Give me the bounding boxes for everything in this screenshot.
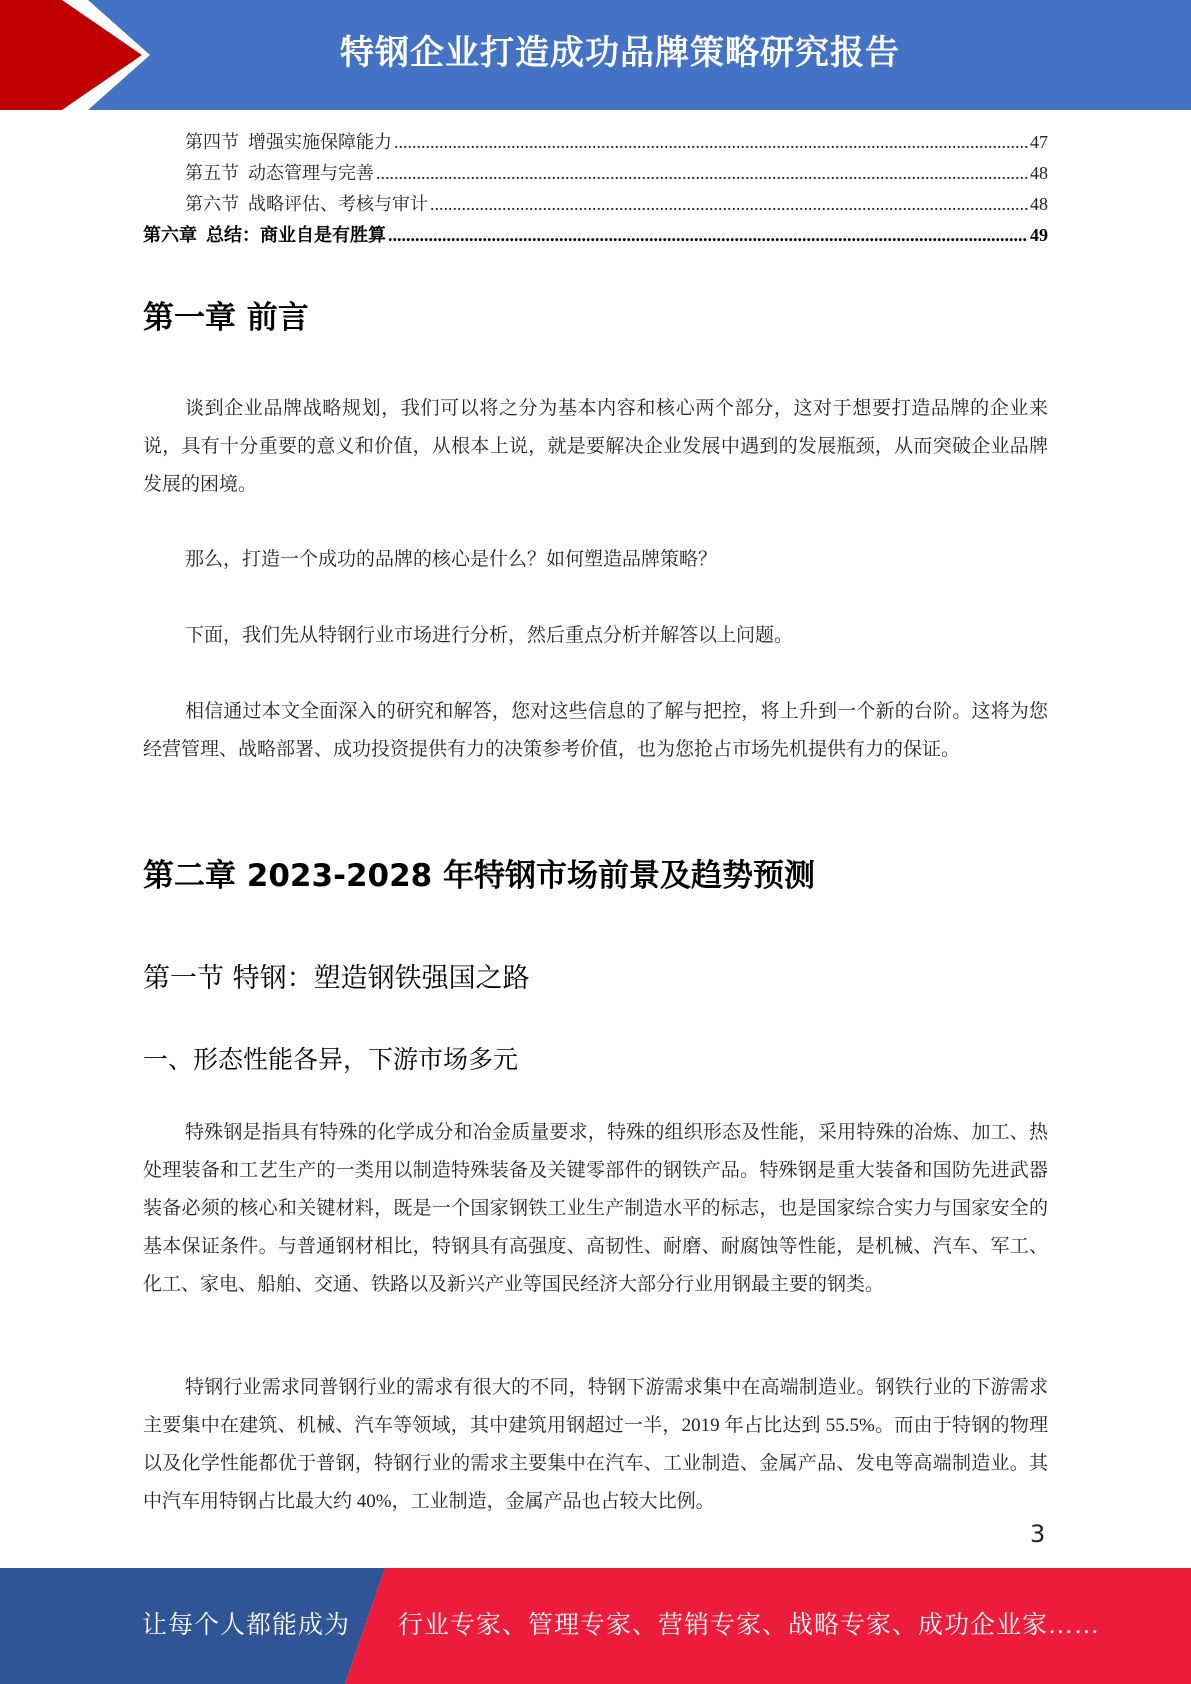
toc-leader-dots bbox=[430, 194, 1028, 215]
paragraph: 下面，我们先从特钢行业市场进行分析，然后重点分析并解答以上问题。 bbox=[185, 625, 794, 646]
subsection-heading: 一、形态性能各异，下游市场多元 bbox=[143, 1045, 519, 1074]
section-heading: 第一节 特钢：塑造钢铁强国之路 bbox=[143, 963, 530, 994]
toc-entry-title: 第六节 战略评估、考核与审计 bbox=[185, 194, 428, 214]
chapter-2-heading: 第二章 2023-2028 年特钢市场前景及趋势预测 bbox=[143, 858, 816, 894]
footer-banner bbox=[0, 1568, 1191, 1684]
paragraph: 那么，打造一个成功的品牌的核心是什么？如何塑造品牌策略？ bbox=[185, 549, 718, 570]
paragraph: 特钢行业需求同普钢行业的需求有很大的不同，特钢下游需求集中在高端制造业。钢铁行业的下游需求主要集中在建筑、机械、汽车等领域，其中建筑用钢超过一半，2019 年占比达到 55.5%。而由于特钢的物理以及化学性能都优于普钢，特钢行业的需求主要集中在汽车、工业制造、金属产品、发电等高端制造业。其中汽车用特钢占比最大约 40%，工业制造，金属产品也占较大比例。 bbox=[143, 1377, 1048, 1512]
report-title: 特钢企业打造成功品牌策略研究报告 bbox=[340, 33, 900, 73]
paragraph: 特殊钢是指具有特殊的化学成分和冶金质量要求，特殊的组织形态及性能，采用特殊的冶炼、加工、热处理装备和工艺生产的一类用以制造特殊装备及关键零部件的钢铁产品。特殊钢是重大装备和国防先进武器装备必须的核心和关键材料，既是一个国家钢铁工业生产制造水平的标志，也是国家综合实力与国家安全的基本保证条件。与普通钢材相比，特钢具有高强度、高韧性、耐磨、耐腐蚀等性能，是机械、汽车、军工、化工、家电、船舶、交通、铁路以及新兴产业等国民经济大部分行业用钢最主要的钢类。 bbox=[143, 1122, 1048, 1295]
toc-entry-page: 47 bbox=[1030, 132, 1048, 152]
toc-entry[interactable] bbox=[143, 128, 1048, 159]
toc-entry-page: 49 bbox=[1030, 225, 1048, 245]
toc-leader-dots bbox=[394, 132, 1028, 153]
chapter-1-heading: 第一章 前言 bbox=[143, 300, 309, 336]
toc-entry-page: 48 bbox=[1030, 194, 1048, 214]
header-banner bbox=[0, 0, 1191, 110]
paragraph: 相信通过本文全面深入的研究和解答，您对这些信息的了解与把控，将上升到一个新的台阶。这将为您经营管理、战略部署、成功投资提供有力的决策参考价值，也为您抢占市场先机提供有力的保证。 bbox=[143, 701, 1048, 760]
toc-entry-title: 第五节 动态管理与完善 bbox=[185, 163, 374, 183]
toc-entry-title: 第四节 增强实施保障能力 bbox=[185, 132, 392, 152]
toc-leader-dots bbox=[388, 225, 1028, 246]
page-number: 3 bbox=[1030, 1520, 1046, 1548]
toc-entry[interactable] bbox=[143, 159, 1048, 190]
toc-chapter-entry[interactable] bbox=[143, 221, 1048, 252]
table-of-contents bbox=[143, 128, 1048, 252]
toc-entry-title: 第六章 总结：商业自是有胜算 bbox=[143, 225, 386, 245]
paragraph: 谈到企业品牌战略规划，我们可以将之分为基本内容和核心两个部分，这对于想要打造品牌的企业来说，具有十分重要的意义和价值，从根本上说，就是要解决企业发展中遇到的发展瓶颈，从而突破企业品牌发展的困境。 bbox=[143, 398, 1048, 495]
toc-entry[interactable] bbox=[143, 190, 1048, 221]
footer-slogan-right: 行业专家、管理专家、营销专家、战略专家、成功企业家…… bbox=[398, 1612, 1101, 1639]
footer-slogan-left: 让每个人都能成为 bbox=[142, 1612, 351, 1639]
toc-entry-page: 48 bbox=[1030, 163, 1048, 183]
toc-leader-dots bbox=[376, 163, 1028, 184]
